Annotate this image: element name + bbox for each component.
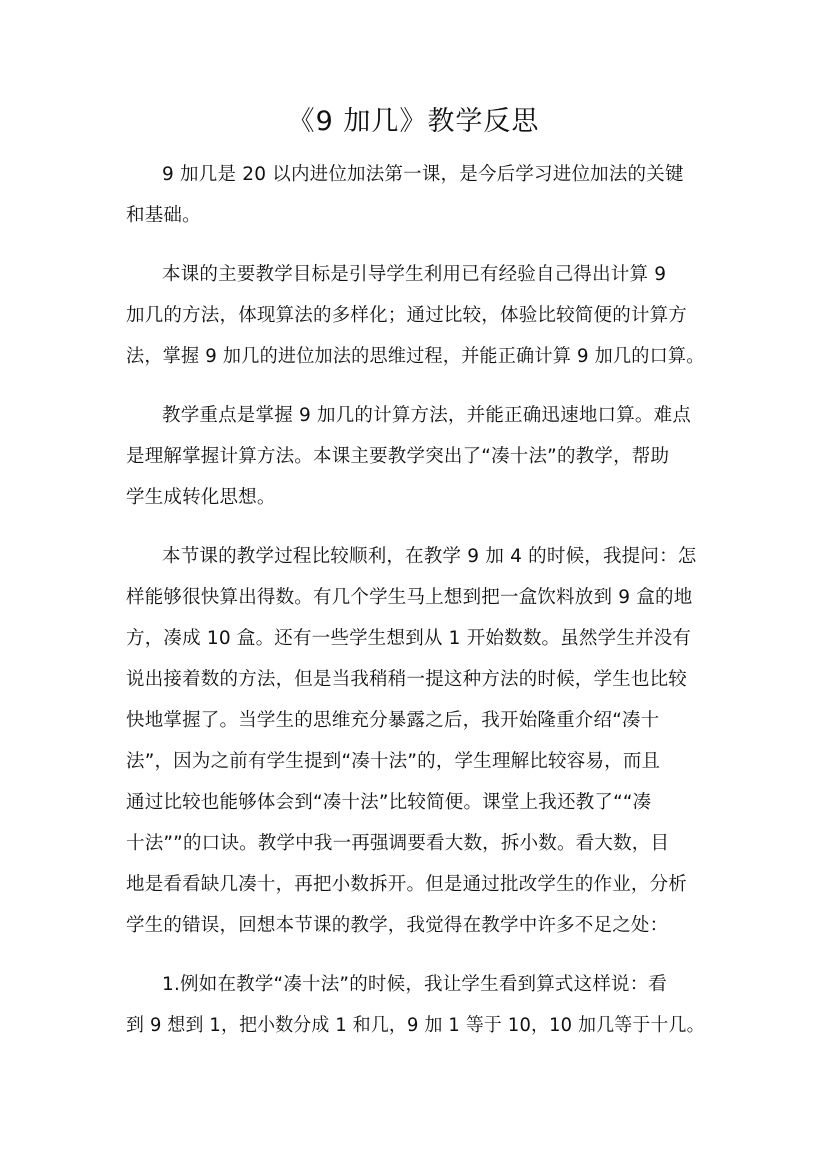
text-line: 加几的方法，体现算法的多样化；通过比较，体验比较简便的计算方 <box>126 305 688 326</box>
document-title: 《9 加几》教学反思 <box>287 106 540 137</box>
text-line: 样能够很快算出得数。有几个学生马上想到把一盒饮料放到 9 盒的地 <box>126 587 693 608</box>
text-line: 十法””的口诀。教学中我一再强调要看大数，拆小数。看大数，目 <box>126 833 670 854</box>
text-line: 方，凑成 10 盒。还有一些学生想到从 1 开始数数。虽然学生并没有 <box>126 628 692 649</box>
text-line: 是理解掌握计算方法。本课主要教学突出了“凑十法”的教学，帮助 <box>126 446 670 467</box>
text-line: 和基础。 <box>126 205 201 226</box>
text-line: 本课的主要教学目标是引导学生利用已有经验自己得出计算 9 <box>162 264 667 285</box>
text-line: 地是看看缺几凑十，再把小数拆开。但是通过批改学生的作业，分析 <box>126 874 688 895</box>
text-line: 通过比较也能够体会到“凑十法”比较简便。课堂上我还教了““凑 <box>126 792 652 813</box>
text-line: 1.例如在教学“凑十法”的时候，我让学生看到算式这样说：看 <box>162 974 668 995</box>
text-line: 9 加几是 20 以内进位加法第一课，是今后学习进位加法的关键 <box>162 164 684 185</box>
text-line: 本节课的教学过程比较顺利，在教学 9 加 4 的时候，我提问：怎 <box>162 546 697 567</box>
text-line: 教学重点是掌握 9 加几的计算方法，并能正确迅速地口算。难点 <box>162 405 692 426</box>
text-line: 学生的错误，回想本节课的教学，我觉得在教学中许多不足之处： <box>126 915 669 936</box>
text-line: 说出接着数的方法，但是当我稍稍一提这种方法的时候，学生也比较 <box>126 669 688 690</box>
text-line: 法，掌握 9 加几的进位加法的思维过程，并能正确计算 9 加几的口算。 <box>126 346 705 367</box>
text-line: 学生成转化思想。 <box>126 487 276 508</box>
text-line: 到 9 想到 1，把小数分成 1 和几，9 加 1 等于 10，10 加几等于十几。 <box>126 1015 705 1036</box>
text-line: 法”，因为之前有学生提到“凑十法”的，学生理解比较容易，而且 <box>126 751 661 772</box>
text-line: 快地掌握了。当学生的思维充分暴露之后，我开始隆重介绍“凑十 <box>126 710 660 731</box>
